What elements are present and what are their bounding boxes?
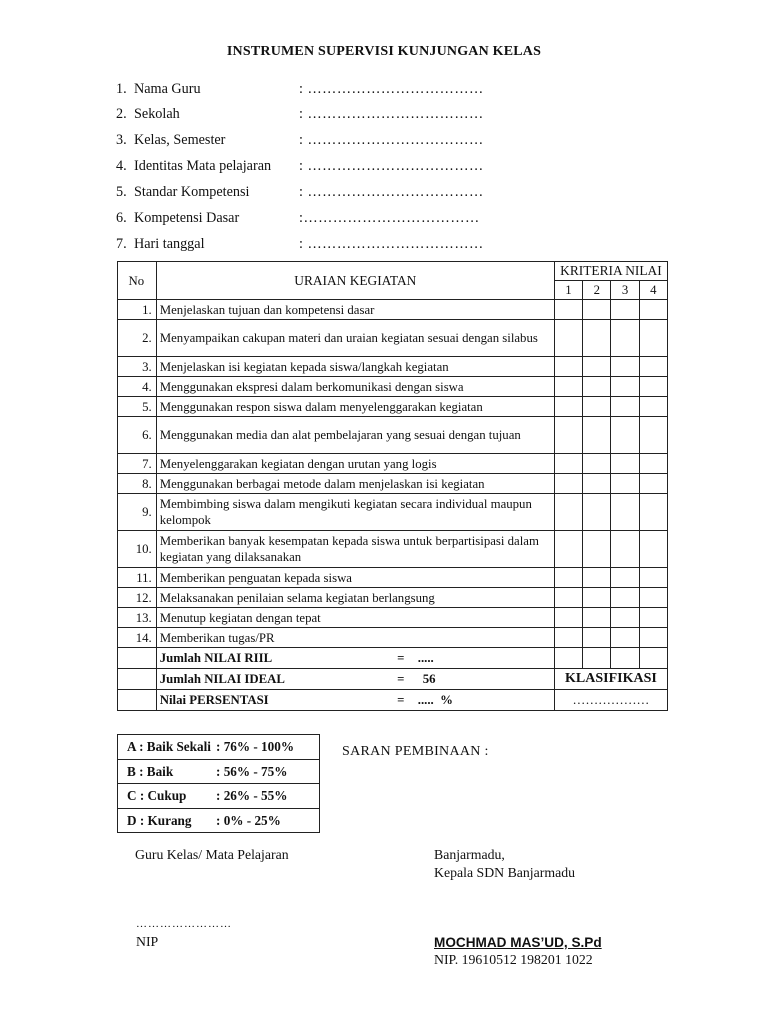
row-number: 6. (118, 417, 157, 454)
row-activity: Memberikan banyak kesempatan kepada siswa untuk berpartisipasi dalam kegiatan yang dilaksanakan (156, 531, 554, 568)
score-cell[interactable] (639, 531, 667, 568)
score-cell[interactable] (583, 377, 611, 397)
table-row (118, 417, 668, 454)
table-row (118, 474, 668, 494)
identity-value: : ……………………………… (299, 81, 484, 97)
score-cell[interactable] (554, 474, 582, 494)
row-number: 10. (118, 531, 157, 568)
summary-ideal-eq: = (397, 672, 405, 686)
header-uraian-kegiatan: URAIAN KEGIATAN (156, 262, 554, 300)
row-number: 2. (118, 320, 157, 357)
identity-number: 3. (116, 132, 127, 148)
table-header-row (118, 262, 668, 281)
criteria-row-a (118, 735, 319, 760)
row-number: 9. (118, 494, 157, 531)
score-cell[interactable] (611, 357, 639, 377)
score-cell[interactable] (583, 588, 611, 608)
score-cell[interactable] (611, 628, 639, 648)
row-activity: Menggunakan respon siswa dalam menyelenggarakan kegiatan (156, 397, 554, 417)
row-activity: Menjelaskan tujuan dan kompetensi dasar (156, 300, 554, 320)
summary-riil-eq: = (397, 651, 405, 665)
left-signature-dots: …………………… (136, 918, 232, 930)
row-number: 11. (118, 568, 157, 588)
score-cell[interactable] (554, 568, 582, 588)
criteria-range: : 76% - 100% (216, 739, 295, 754)
criteria-label: A : Baik Sekali (127, 739, 211, 754)
score-cell[interactable] (639, 648, 667, 669)
score-cell[interactable] (611, 397, 639, 417)
table-row (118, 494, 668, 531)
left-signature-title: Guru Kelas/ Mata Pelajaran (135, 847, 289, 862)
score-cell[interactable] (583, 608, 611, 628)
score-cell[interactable] (583, 628, 611, 648)
score-header: 2 (583, 281, 611, 300)
row-activity: Membimbing siswa dalam mengikuti kegiatan secara individual maupun kelompok (156, 494, 554, 531)
identity-value: :……………………………… (299, 210, 480, 226)
table-row (118, 568, 668, 588)
score-cell[interactable] (639, 568, 667, 588)
score-cell[interactable] (554, 648, 582, 669)
identity-row-sekolah (116, 106, 484, 126)
criteria-legend (117, 734, 320, 833)
score-cell[interactable] (639, 474, 667, 494)
table-row (118, 300, 668, 320)
score-cell[interactable] (639, 588, 667, 608)
score-cell[interactable] (583, 494, 611, 531)
score-cell[interactable] (639, 454, 667, 474)
score-cell[interactable] (639, 628, 667, 648)
identity-row-hari-tanggal (116, 236, 484, 256)
identity-number: 6. (116, 210, 127, 226)
identity-label: Kompetensi Dasar (134, 210, 240, 226)
identity-label: Kelas, Semester (134, 132, 226, 148)
row-number: 12. (118, 588, 157, 608)
right-signature-nip: NIP. 19610512 198201 1022 (434, 952, 593, 967)
summary-ideal-value: 56 (422, 672, 436, 686)
summary-ideal-label: Jumlah NILAI IDEAL (159, 672, 285, 686)
summary-row-persentasi (118, 690, 668, 711)
right-signature-place: Banjarmadu, (434, 847, 505, 862)
score-cell[interactable] (583, 568, 611, 588)
score-header: 3 (611, 281, 639, 300)
score-cell[interactable] (639, 320, 667, 357)
summary-riil-value: ..... (417, 651, 434, 665)
supervision-table (117, 261, 668, 711)
score-cell[interactable] (611, 648, 639, 669)
row-activity: Memberikan tugas/PR (156, 628, 554, 648)
row-activity: Memberikan penguatan kepada siswa (156, 568, 554, 588)
score-cell[interactable] (639, 397, 667, 417)
criteria-label: B : Baik (127, 763, 174, 779)
score-header: 4 (639, 281, 667, 300)
row-number: 4. (118, 377, 157, 397)
summary-blank (118, 648, 157, 669)
score-cell[interactable] (554, 357, 582, 377)
summary-persentasi (156, 690, 554, 711)
score-cell[interactable] (611, 417, 639, 454)
table-row (118, 608, 668, 628)
row-activity: Menggunakan ekspresi dalam berkomunikasi dengan siswa (156, 377, 554, 397)
row-number: 13. (118, 608, 157, 628)
score-cell[interactable] (583, 454, 611, 474)
score-cell[interactable] (611, 531, 639, 568)
score-cell[interactable] (583, 320, 611, 357)
score-cell[interactable] (583, 397, 611, 417)
row-activity: Menjelaskan isi kegiatan kepada siswa/langkah kegiatan (156, 357, 554, 377)
table-row (118, 454, 668, 474)
score-cell[interactable] (611, 588, 639, 608)
criteria-label: C : Cukup (127, 788, 187, 803)
identity-row-kelas-semester (116, 132, 484, 152)
header-no: No (118, 262, 157, 300)
table-row (118, 377, 668, 397)
score-cell[interactable] (554, 417, 582, 454)
score-cell[interactable] (611, 474, 639, 494)
row-activity: Menutup kegiatan dengan tepat (156, 608, 554, 628)
score-cell[interactable] (611, 320, 639, 357)
row-activity: Menggunakan berbagai metode dalam menjelaskan isi kegiatan (156, 474, 554, 494)
row-number: 8. (118, 474, 157, 494)
score-cell[interactable] (554, 531, 582, 568)
criteria-range: : 26% - 55% (216, 788, 288, 803)
row-activity: Melaksanakan penilaian selama kegiatan berlangsung (156, 588, 554, 608)
summary-ideal (156, 669, 554, 690)
score-cell[interactable] (554, 608, 582, 628)
score-cell[interactable] (611, 608, 639, 628)
klasifikasi-value[interactable]: ……………… (554, 690, 667, 711)
score-cell[interactable] (639, 494, 667, 531)
score-cell[interactable] (611, 568, 639, 588)
row-number: 14. (118, 628, 157, 648)
score-cell[interactable] (554, 454, 582, 474)
table-row (118, 397, 668, 417)
identity-value: : ……………………………… (299, 132, 484, 148)
row-activity: Menyampaikan cakupan materi dan uraian kegiatan sesuai dengan silabus (156, 320, 554, 357)
identity-label: Sekolah (134, 106, 180, 122)
score-cell[interactable] (611, 494, 639, 531)
score-cell[interactable] (639, 608, 667, 628)
identity-value: : ……………………………… (299, 106, 484, 122)
right-signature-name: MOCHMAD MAS’UD, S.Pd (434, 935, 602, 950)
score-cell[interactable] (611, 377, 639, 397)
score-cell[interactable] (583, 474, 611, 494)
row-number: 7. (118, 454, 157, 474)
score-cell[interactable] (639, 300, 667, 320)
row-activity: Menyelenggarakan kegiatan dengan urutan yang logis (156, 454, 554, 474)
row-number: 5. (118, 397, 157, 417)
identity-number: 7. (116, 236, 127, 252)
right-signature-title: Kepala SDN Banjarmadu (434, 865, 575, 880)
criteria-range: : 0% - 25% (216, 812, 281, 828)
score-cell[interactable] (583, 648, 611, 669)
summary-blank (118, 669, 157, 690)
summary-blank (118, 690, 157, 711)
row-number: 3. (118, 357, 157, 377)
table-row (118, 531, 668, 568)
score-cell[interactable] (639, 357, 667, 377)
criteria-label: D : Kurang (127, 812, 192, 828)
score-cell[interactable] (583, 300, 611, 320)
score-cell[interactable] (554, 300, 582, 320)
summary-row-riil (118, 648, 668, 669)
criteria-row-d (118, 809, 319, 833)
identity-number: 2. (116, 106, 127, 122)
header-kriteria-nilai: KRITERIA NILAI (554, 262, 667, 281)
row-number: 1. (118, 300, 157, 320)
score-cell[interactable] (639, 417, 667, 454)
summary-persen-label: Nilai PERSENTASI (159, 693, 269, 707)
criteria-range: : 56% - 75% (216, 763, 288, 779)
summary-persen-value: ..... % (417, 693, 453, 707)
identity-row-kompetensi-dasar (116, 210, 480, 230)
score-cell[interactable] (554, 397, 582, 417)
score-cell[interactable] (554, 628, 582, 648)
score-cell[interactable] (554, 494, 582, 531)
criteria-row-b (118, 760, 319, 785)
score-cell[interactable] (611, 454, 639, 474)
identity-label: Nama Guru (134, 81, 201, 97)
score-cell[interactable] (611, 300, 639, 320)
summary-riil (156, 648, 554, 669)
table-row (118, 320, 668, 357)
identity-number: 1. (116, 81, 127, 97)
table-row (118, 588, 668, 608)
table-row (118, 357, 668, 377)
identity-label: Hari tanggal (134, 236, 205, 252)
score-cell[interactable] (583, 357, 611, 377)
summary-riil-label: Jumlah NILAI RIIL (159, 651, 273, 665)
page-title: INSTRUMEN SUPERVISI KUNJUNGAN KELAS (226, 44, 542, 59)
summary-persen-eq: = (397, 693, 405, 707)
identity-value: : ……………………………… (299, 158, 484, 174)
summary-row-ideal (118, 669, 668, 690)
identity-label: Standar Kompetensi (134, 184, 250, 200)
score-cell[interactable] (583, 531, 611, 568)
identity-number: 5. (116, 184, 127, 200)
identity-row-standar-kompetensi (116, 184, 484, 204)
score-cell[interactable] (554, 588, 582, 608)
score-cell[interactable] (583, 417, 611, 454)
row-activity: Menggunakan media dan alat pembelajaran yang sesuai dengan tujuan (156, 417, 554, 454)
identity-row-mata-pelajaran (116, 158, 484, 178)
table-row (118, 628, 668, 648)
score-header: 1 (554, 281, 582, 300)
score-cell[interactable] (639, 377, 667, 397)
identity-number: 4. (116, 158, 127, 174)
left-signature-nip: NIP (136, 934, 159, 949)
score-cell[interactable] (554, 320, 582, 357)
identity-row-nama-guru (116, 81, 484, 101)
criteria-row-c (118, 784, 319, 809)
identity-label: Identitas Mata pelajaran (134, 158, 272, 174)
klasifikasi-label: KLASIFIKASI (554, 669, 667, 690)
identity-value: : ……………………………… (299, 236, 484, 252)
saran-pembinaan-label: SARAN PEMBINAAN : (342, 744, 489, 759)
identity-value: : ……………………………… (299, 184, 484, 200)
score-cell[interactable] (554, 377, 582, 397)
